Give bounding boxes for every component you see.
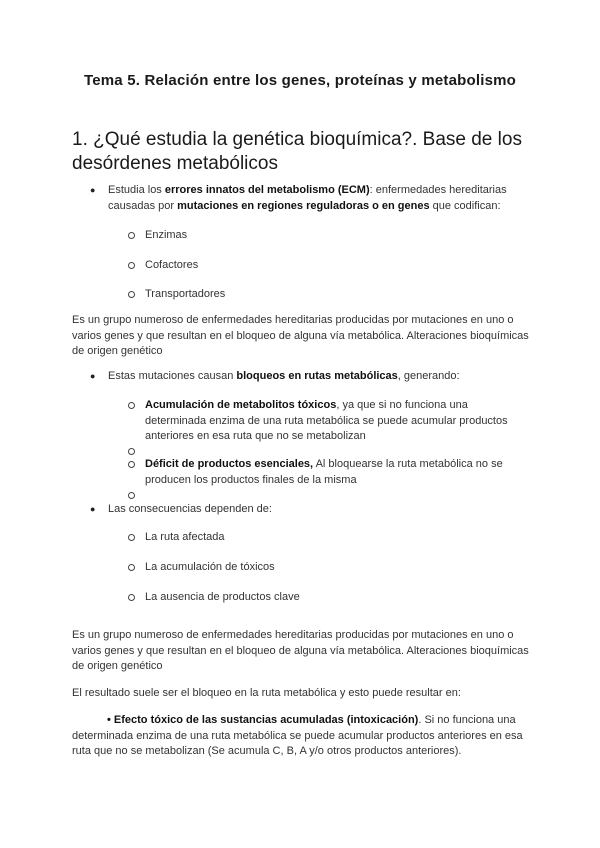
sub-list-item: La ausencia de productos clave (145, 590, 525, 606)
sub-list-item: Déficit de productos esenciales, Al bloquearse la ruta metabólica no se producen los productos finales de la misma (145, 457, 525, 488)
sub-list-item: Cofactores (145, 258, 525, 274)
circle-bullet-icon (128, 291, 135, 298)
circle-bullet-icon (128, 232, 135, 239)
document-title: Tema 5. Relación entre los genes, proteínas y metabolismo (83, 72, 517, 89)
bullet-icon: ● (90, 185, 96, 195)
sub-list-item: Transportadores (145, 287, 525, 303)
circle-bullet-icon (128, 564, 135, 571)
paragraph: • Efecto tóxico de las sustancias acumuladas (intoxicación). Si no funciona una determinada enzima de una ruta metabólica se puede acumular productos anteriores en esa ruta que no se metabolizan (Se acumula C, B, A y/o otros productos anteriores). (72, 714, 523, 757)
circle-bullet-icon (128, 448, 135, 455)
sub-list-item: Acumulación de metabolitos tóxicos, ya que si no funciona una determinada enzima de una ruta metabólica se puede acumular productos anteriores en esa ruta que no se metabolizan (145, 398, 525, 445)
sub-list-item: Enzimas (145, 228, 525, 244)
circle-bullet-icon (128, 262, 135, 269)
section-heading: 1. ¿Qué estudia la genética bioquímica?. Base de los desórdenes metabólicos (72, 129, 522, 174)
list-item: ● Las consecuencias dependen de: (108, 502, 528, 518)
circle-bullet-icon (128, 402, 135, 409)
paragraph: Es un grupo numeroso de enfermedades hereditarias producidas por mutaciones en uno o varios genes y que resultan en el bloqueo de alguna vía metabólica. Alteraciones bioquímicas de origen genético (72, 314, 529, 357)
list-item: ● Estas mutaciones causan bloqueos en rutas metabólicas, generando: (108, 369, 528, 385)
circle-bullet-icon (128, 594, 135, 601)
bullet-icon: ● (90, 371, 96, 381)
list-item: ● Estudia los errores innatos del metabolismo (ECM): enfermedades hereditarias causadas por mutaciones en regiones reguladoras o en genes que codifican: (90, 184, 507, 212)
bullet-icon: ● (90, 504, 96, 514)
circle-bullet-icon (128, 492, 135, 499)
circle-bullet-icon (128, 534, 135, 541)
paragraph: El resultado suele ser el bloqueo en la ruta metabólica y esto puede resultar en: (72, 687, 461, 699)
sub-list-item: La acumulación de tóxicos (145, 560, 525, 576)
paragraph: Es un grupo numeroso de enfermedades hereditarias producidas por mutaciones en uno o varios genes y que resultan en el bloqueo de alguna vía metabólica. Alteraciones bioquímicas de origen genético (72, 629, 529, 672)
sub-list-item: La ruta afectada (145, 530, 525, 546)
circle-bullet-icon (128, 461, 135, 468)
